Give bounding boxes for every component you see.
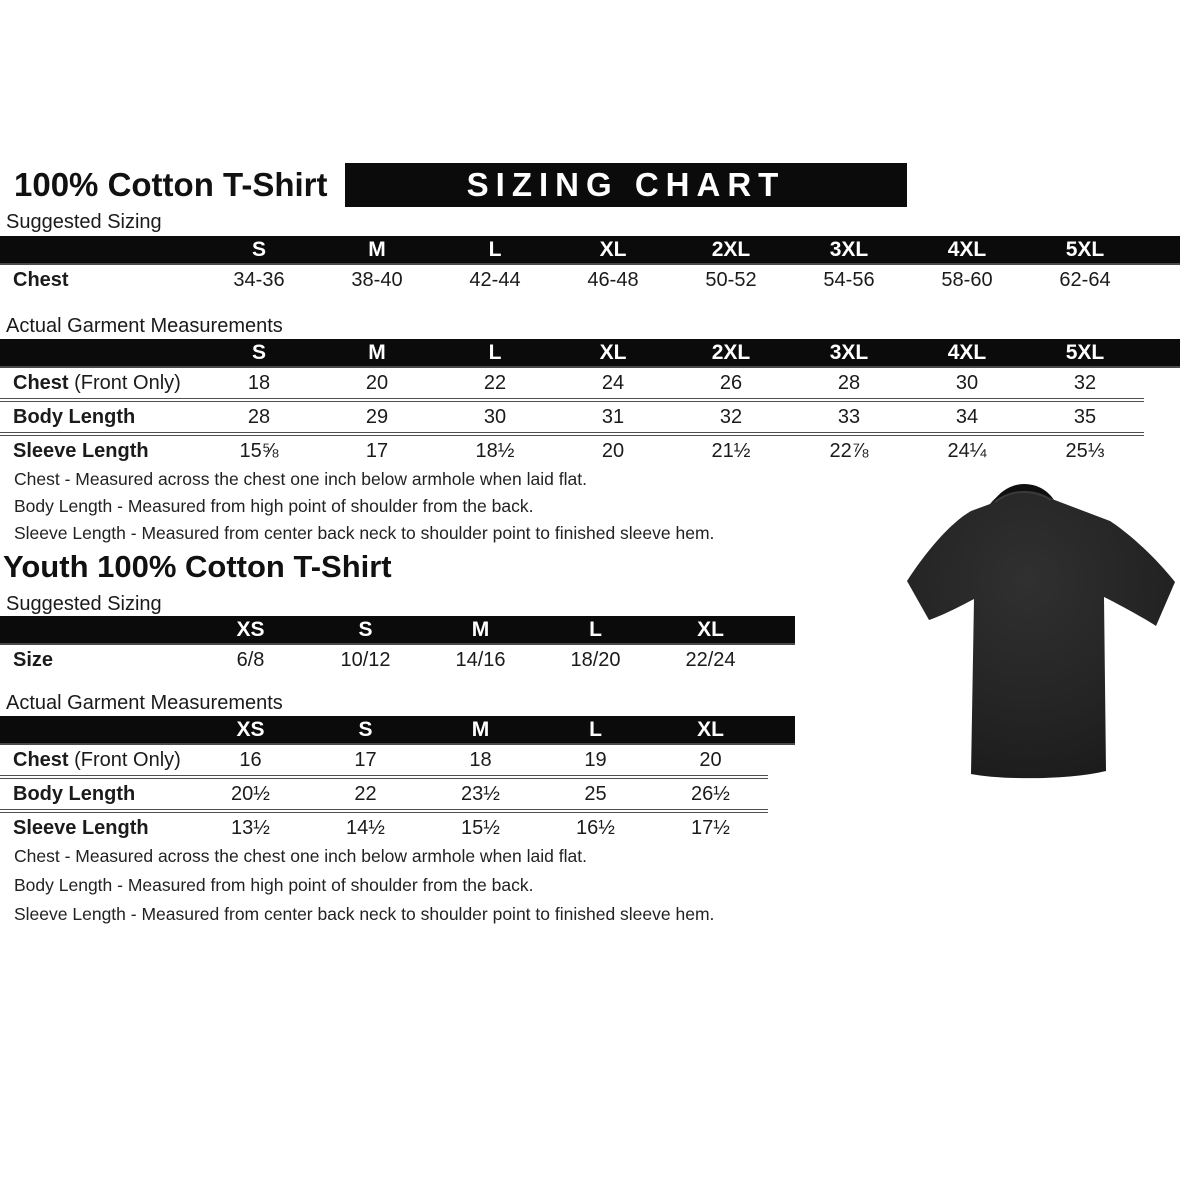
cell-value: 18/20 — [570, 648, 621, 671]
header-filler — [768, 716, 795, 744]
youth-suggested-sizing-label: Suggested Sizing — [6, 593, 162, 615]
cell-value: 21½ — [711, 439, 751, 462]
cell-value: 30 — [436, 400, 554, 434]
youth-actual-measurements — [0, 716, 795, 843]
cell-value: 6/8 — [236, 648, 265, 671]
cell-value: 29 — [318, 400, 436, 434]
cell-value: 24 — [554, 367, 672, 400]
col-header-m: M — [318, 236, 436, 264]
col-header-xs: XS — [193, 716, 308, 744]
note-line: Chest - Measured across the chest one inch below armhole when laid flat. — [14, 469, 587, 489]
row-label: Sleeve Length — [13, 439, 149, 462]
cell-value: 20 — [601, 439, 625, 462]
table-row — [0, 367, 1180, 400]
cell-value: 32 — [672, 400, 790, 434]
cell-value: 26 — [672, 367, 790, 400]
table-row — [0, 400, 1180, 434]
col-header-m: M — [423, 616, 538, 644]
note-line: Body Length - Measured from high point of shoulder from the back. — [14, 875, 534, 895]
page-title: 100% Cotton T-Shirt — [14, 166, 328, 203]
table-row — [0, 434, 1180, 466]
row-label: Chest (Front Only) — [0, 744, 193, 777]
cell-value: 42-44 — [469, 268, 521, 291]
row-filler — [1144, 400, 1180, 434]
cell-value: 28 — [200, 400, 318, 434]
col-header-l: L — [436, 236, 554, 264]
note-line: Sleeve Length - Measured from center back neck to shoulder point to finished sleeve hem. — [14, 904, 715, 924]
col-header-4xl: 4XL — [908, 339, 1026, 367]
col-header-l: L — [436, 339, 554, 367]
cell-value: 58-60 — [941, 268, 993, 291]
cell-value: 17 — [308, 744, 423, 777]
tshirt-illustration — [893, 468, 1198, 818]
table-row — [0, 264, 1180, 295]
header-filler — [1144, 236, 1180, 264]
table-header-row — [0, 339, 1180, 367]
tshirt-photo — [893, 468, 1198, 818]
cell-value: 20 — [653, 744, 768, 777]
col-header-4xl: 4XL — [908, 236, 1026, 264]
cell-value: 31 — [554, 400, 672, 434]
col-header-xl: XL — [554, 339, 672, 367]
cell-value: 14/16 — [455, 648, 506, 671]
cell-value: 18 — [423, 744, 538, 777]
col-header-l: L — [538, 716, 653, 744]
col-header-m: M — [318, 339, 436, 367]
adult-suggested-sizing-table — [0, 236, 1180, 295]
cell-value: 18 — [200, 367, 318, 400]
row-label: Chest — [13, 268, 69, 291]
note-line: Body Length - Measured from high point of shoulder from the back. — [14, 496, 534, 516]
col-header-xs: XS — [193, 616, 308, 644]
row-label: Body Length — [0, 777, 193, 811]
adult-actual-measurements-table — [0, 339, 1180, 466]
row-filler — [1144, 434, 1180, 466]
row-label: Size — [13, 648, 54, 671]
row-filler — [1144, 367, 1180, 400]
cell-value: 15⅝ — [239, 439, 279, 462]
col-header-xl: XL — [554, 236, 672, 264]
cell-value: 15½ — [461, 816, 500, 839]
col-header-2xl: 2XL — [672, 339, 790, 367]
col-header-l: L — [538, 616, 653, 644]
row-filler — [768, 744, 795, 777]
row-filler — [1144, 264, 1180, 295]
header-filler — [768, 616, 795, 644]
cell-value: 62-64 — [1059, 268, 1111, 291]
cell-value: 46-48 — [587, 268, 639, 291]
table-row — [0, 811, 795, 843]
note-line: Chest - Measured across the chest one inch below armhole when laid flat. — [14, 846, 587, 866]
youth-measurement-notes — [14, 842, 714, 929]
table-header-row — [0, 236, 1180, 264]
col-header-s: S — [200, 236, 318, 264]
table-header-row — [0, 716, 795, 744]
cell-value: 25 — [538, 777, 653, 811]
cell-value: 20 — [318, 367, 436, 400]
col-header-3xl: 3XL — [790, 236, 908, 264]
header-spacer — [0, 339, 200, 367]
cell-value: 34 — [908, 400, 1026, 434]
adult-suggested-sizing — [0, 236, 1180, 295]
youth-title: Youth 100% Cotton T-Shirt — [3, 549, 392, 584]
adult-actual-measurements — [0, 339, 1180, 466]
youth-actual-measurements-label: Actual Garment Measurements — [6, 692, 283, 714]
cell-value: 17 — [365, 439, 389, 462]
cell-value: 22 — [436, 367, 554, 400]
col-header-s: S — [308, 616, 423, 644]
cell-value: 38-40 — [351, 268, 403, 291]
cell-value: 22 — [308, 777, 423, 811]
cell-value: 24¼ — [947, 439, 987, 462]
row-label: Sleeve Length — [13, 816, 149, 839]
cell-value: 16½ — [576, 816, 615, 839]
table-header-row — [0, 616, 795, 644]
row-label: Chest (Front Only) — [0, 367, 200, 400]
cell-value: 22/24 — [685, 648, 736, 671]
table-row — [0, 777, 795, 811]
cell-value: 19 — [538, 744, 653, 777]
cell-value: 34-36 — [233, 268, 285, 291]
adult-measurement-notes — [14, 466, 714, 547]
cell-value: 35 — [1026, 400, 1144, 434]
row-label: Body Length — [0, 400, 200, 434]
header-spacer — [0, 716, 193, 744]
cell-value: 50-52 — [705, 268, 757, 291]
col-header-5xl: 5XL — [1026, 339, 1144, 367]
tshirt-body — [907, 488, 1175, 778]
header-filler — [1144, 339, 1180, 367]
cell-value: 17½ — [691, 816, 730, 839]
cell-value: 33 — [790, 400, 908, 434]
col-header-s: S — [200, 339, 318, 367]
cell-value: 28 — [790, 367, 908, 400]
row-filler — [768, 811, 795, 843]
col-header-xl: XL — [653, 716, 768, 744]
adult-actual-measurements-label: Actual Garment Measurements — [6, 315, 283, 337]
cell-value: 25⅓ — [1065, 439, 1105, 462]
row-filler — [768, 644, 795, 675]
note-line: Sleeve Length - Measured from center back neck to shoulder point to finished sleeve hem. — [14, 523, 715, 543]
cell-value: 16 — [193, 744, 308, 777]
cell-value: 32 — [1026, 367, 1144, 400]
table-row — [0, 744, 795, 777]
row-filler — [768, 777, 795, 811]
sizing-chart-banner — [345, 163, 907, 207]
col-header-xl: XL — [653, 616, 768, 644]
table-row — [0, 644, 795, 675]
col-header-5xl: 5XL — [1026, 236, 1144, 264]
youth-actual-measurements-table — [0, 716, 795, 843]
col-header-2xl: 2XL — [672, 236, 790, 264]
youth-suggested-sizing-table — [0, 616, 795, 675]
col-header-s: S — [308, 716, 423, 744]
youth-suggested-sizing — [0, 616, 795, 675]
cell-value: 18½ — [475, 439, 515, 462]
header-spacer — [0, 236, 200, 264]
cell-value: 10/12 — [340, 648, 391, 671]
cell-value: 22⅞ — [829, 439, 869, 462]
col-header-3xl: 3XL — [790, 339, 908, 367]
header-spacer — [0, 616, 193, 644]
cell-value: 30 — [908, 367, 1026, 400]
cell-value: 26½ — [653, 777, 768, 811]
col-header-m: M — [423, 716, 538, 744]
adult-suggested-sizing-label: Suggested Sizing — [6, 211, 162, 233]
cell-value: 54-56 — [823, 268, 875, 291]
sizing-chart-banner-text: SIZING CHART — [466, 166, 786, 203]
cell-value: 14½ — [346, 816, 385, 839]
cell-value: 23½ — [423, 777, 538, 811]
cell-value: 13½ — [231, 816, 270, 839]
cell-value: 20½ — [193, 777, 308, 811]
